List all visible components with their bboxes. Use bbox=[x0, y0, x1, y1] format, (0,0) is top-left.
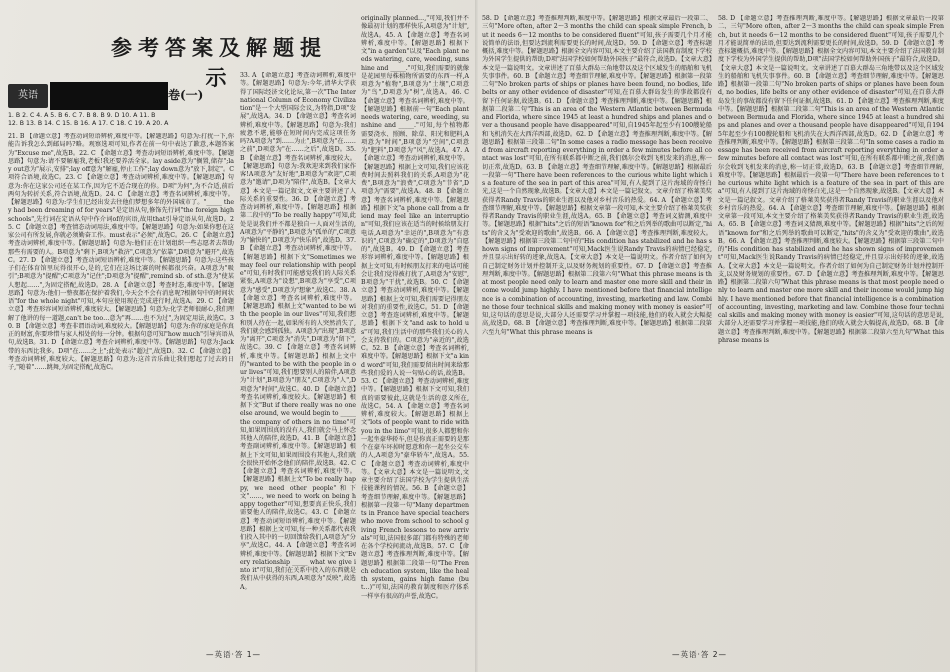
document-title: 参考答案及解题提示 bbox=[111, 35, 327, 90]
answer-key-line-1: 1. B 2. C 4. A 5. B 6. C 7. B 8. B 9. D 10. A 11. B bbox=[8, 112, 156, 119]
redacted-block bbox=[50, 82, 168, 110]
explanations-continued: 58. D 【命题立意】考查推理判断,难度中等。【解题思路】根据文章最后一段第二、三句"More often, after 2～3 months the child can speak simple French, but it needs 6～12 months to be considered fluent"可知,孩子需要几个月才能说简单的法语,但要达到流利需要更长的时间,故选D。59. D 【命题立意】考查标题概括,难度中等。【解题思路】根据全文内容可知,本文主要介绍了法国教育制度下学校为外国学生提供的帮助,D项"法国学校如何帮助外国孩子"最符合,故选D。【文章大意】本文是一篇说明文。文章讲述了百慕大群岛三角地带以及这个区域发生的船舶和飞机失事事件。60. B 【命题立意】考查细节理解,难度中等。【解题思路】根据第一段第二句"No broken parts of ships or planes have been found, no bodies, life belts or any other evidence of disaster"可知,在百慕大群岛发生的事故都没有留下任何证据,故选B。61. D 【命题立意】考查推理判断,难度中等。【解题思路】根据第二段第二句"This is an area of the Western Atlantic between Bermuda and Florida, where since 1945 at least a hundred ships and planes and over a thousand people have disappeared"可知,自1945年起至少有100艘轮船和飞机消失在大西洋西部,故选D。62. D 【命题立意】考查推理判断,难度中等。【解题思路】根据第三段第二句"In some cases a radio message has been received from aircraft reporting everything in order a few minutes before all contact was lost"可知,在所有联系都中断之前,我们偶尔会收到飞机发来的消息,称一切正常,故选D。63. B 【命题立意】考查细节理解,难度中等。【解题思路】根据最后一段第一句"There have been references to the curious white light which is a feature of the sea in part of this area"可知,有人提到了这片海域的奇怪白光,这是一个自然现象,故选B。【文章大意】本文是一篇记叙文。文章介绍了格莱美奖获得者Randy Travis的职业生涯以及他对乡村音乐的热爱。64. A 【命题立意】考查细节理解,难度中等。【解题思路】根据文章第一段可知,本文主要介绍了格莱美奖获得者Randy Travis的职业生涯,故选A。65. B 【命题立意】考查词义猜测,难度中等。【解题思路】根据"hits"之后的短语"known for"和之后列举的歌曲可以断定,"hits"的含义为"受欢迎的歌曲",故选B。66. A 【命题立意】考查推理判断,难度较大。【解题思路】根据第三段第二句中的"His condition has stabilized and he has shown signs of improvement"可知,Mack医生说Randy Travis的病情已经稳定,并且显示出好转的迹象,故选A。【文章大意】本文是一篇说明文。作者介绍了如何为自己制定财务计划并控制开支,以及财务规划的重要性。67. D 【命题立意】考查推理判断,难度中等。【解题思路】根据第二段第六句"What this phrase means is that most people need only to learn and master one more skill and their income would jump highly. I have mentioned before that financial intelligence is a combination of accounting, investing, marketing and law. Combine those four technical skills and making money with money is easier"可知,这句话的意思是说,大部分人还需要学习并掌握一项技能,他们的收入就会大幅提高,故选D。68. B 【命题立意】考查推理判断,难度中等。【解题思路】根据第二段第六至九句"What this phrase means is bbox=[718, 15, 944, 344]
explanations-58-68: 58. D 【命题立意】考查推理判断,难度中等。【解题思路】根据文章最后一段第二、三句"More often, after 2～3 months the child can speak simple French, but it needs 6～12 months to be considered fluent"可知,孩子需要几个月才能说简单的法语,但要达到流利需要更长的时间,故选D。59. D 【命题立意】考查标题概括,难度中等。【解题思路】根据全文内容可知,本文主要介绍了法国教育制度下学校为外国学生提供的帮助,D项"法国学校如何帮助外国孩子"最符合,故选D。【文章大意】本文是一篇说明文。文章讲述了百慕大群岛三角地带以及这个区域发生的船舶和飞机失事事件。60. B 【命题立意】考查细节理解,难度中等。【解题思路】根据第一段第二句"No broken parts of ships or planes have been found, no bodies, life belts or any other evidence of disaster"可知,在百慕大群岛发生的事故都没有留下任何证据,故选B。61. D 【命题立意】考查推理判断,难度中等。【解题思路】根据第二段第二句"This is an area of the Western Atlantic between Bermuda and Florida, where since 1945 at least a hundred ships and planes and over a thousand people have disappeared"可知,自1945年起至少有100艘轮船和飞机消失在大西洋西部,故选D。62. D 【命题立意】考查推理判断,难度中等。【解题思路】根据第三段第二句"In some cases a radio message has been received from aircraft reporting everything in order a few minutes before all contact was lost"可知,在所有联系都中断之前,我们偶尔会收到飞机发来的消息,称一切正常,故选D。63. B 【命题立意】考查细节理解,难度中等。【解题思路】根据最后一段第一句"There have been references to the curious white light which is a feature of the sea in part of this area"可知,有人提到了这片海域的奇怪白光,这是一个自然现象,故选B。【文章大意】本文是一篇记叙文。文章介绍了格莱美奖获得者Randy Travis的职业生涯以及他对乡村音乐的热爱。64. A 【命题立意】考查细节理解,难度中等。【解题思路】根据文章第一段可知,本文主要介绍了格莱美奖获得者Randy Travis的职业生涯,故选A。65. B 【命题立意】考查词义猜测,难度中等。【解题思路】根据"hits"之后的短语"known for"和之后列举的歌曲可以断定,"hits"的含义为"受欢迎的歌曲",故选B。66. A 【命题立意】考查推理判断,难度较大。【解题思路】根据第三段第二句中的"His condition has stabilized and he has shown signs of improvement"可知,Mack医生说Randy Travis的病情已经稳定,并且显示出好转的迹象,故选A。【文章大意】本文是一篇说明文。作者介绍了如何为自己制定财务计划并控制开支,以及财务规划的重要性。67. D 【命题立意】考查推理判断,难度中等。【解题思路】根据第二段第六句"What this phrase means is that most people need only to learn and master one more skill and their income would jump highly. I have mentioned before that financial intelligence is a combination of accounting, investing, marketing and law. Combine those four technical skills and making money with money is easier"可知,这句话的意思是说,大部分人还需要学习并掌握一项技能,他们的收入就会大幅提高,故选D。68. B 【命题立意】考查推理判断,难度中等。【解题思路】根据第二段第六至九句"What this phrase means is bbox=[482, 15, 712, 336]
right-column-1 bbox=[482, 15, 712, 646]
explanations-21-32: 21. B 【命题立意】考查动词短语辨析,难度中等。【解题思路】句意为:打扰一下,你能告诉我怎么到邮局吗?略。观察选项可知,作者在前一句中表达了歉意,本题答案为"Excuse me",故选B。22. C 【命题立意】考查动词短语辨析,难度中等。【解题思路】句意为:请不要解雇我,老板!我还要养活全家。lay aside意为"搁置,储存";lay out意为"展示,安排";lay off意为"解雇,停止工作";lay down意为"放下,制定"。C项符合语境,故选C。23. C 【命题立意】考查动词辨析,难度中等。【解题思路】句意为:你在这家公司还在某工作,因为它不适合现在的你。D项"为何",为不合适,前后两句为转折关系,符合语境,故选D。24. C 【命题立意】考查名词辨析,难度中等。【解题思路】句意为:学生们已经出发去往他们梦想多年的外国城市了。"_____ they had been dreaming of for years"是定语从句,修饰先行词"the foreign high schools",先行词在定语从句中作介词of的宾语,故用that引导定语从句,故选D。25. C 【命题立意】考查情态动词用法,难度中等。【解题思路】句意为:如果你想在这家公司有所发展,你就必须勤奋工作。must表示"必须",故选C。26. C 【命题立意】考查动词辨析,难度中等。【解题思路】句意为:他们正在计划组织一些志愿者去帮助那些有需要的人。B项意为"剩下,B项为"救济",C项意为"依靠",D项意为"避开",故选C。27. D 【命题立意】考查动词短语辨析,难度中等。【解题思路】句意为:这些孩子们在体育馆里玩得很开心,是的,它们在这场比赛的时候都很兴奋。A项意为"吸引";B项意为"提醒";C项意为"记住";D项意为"提醒",remind sb. of sth.意为"使某人想起……",为固定搭配,故选D。28. A 【命题立意】考查时态,难度中等。【解题思路】句意为:他们一整夜都在保护着我们,今天会不会有消息呢?根据句中的时间状语"for the whole night"可知,本句应使用现在完成进行时,故选A。29. C 【命题立意】考查形容词短语辨析,难度较大。【解题思路】句意为:化学老师很耐心,我们理解了他讲的每一道题,can't be too…意为"再……也不为过",为固定用法,故选C。30. B 【命题立意】考查非谓语动词,难度较大。【解题思路】句意为:你的家庭是你真正的财富,你要珍惜与家人相处的每一分钟。根据句意可知"how much"引导宾语从句,故选B。31. D 【命题立意】考查介词辨析,难度中等。【解题思路】句意为:Jack带的东西比我多。D项"在……之上";此处表示"超过",故选D。32. C 【命题立意】考查动词辨析,难度较大。【解题思路】句意为:这首音乐曲让我们想起了过去的日子,"随着"……跳舞,为固定搭配,故选C。 bbox=[8, 133, 234, 371]
explanations-33-44: 33. A 【命题立意】考查动词辨析,难度中等。【解题思路】句意为:今年,清华大学获得了国际经济文化论坛,第一次"The International Column of Economy Civilization"是一个大型国际会议,为特指,D项"发展",故选A。34. D 【命题立意】考查名词辨析,难度中等。【解题思路】句意为:我们疲惫不堪,能够在短时间内完成这项任务吗?A项意为"到……为止",B项意为"在……之前",D项意为"在……之后",故选D。35. B 【命题立意】考查名词辨析,难度较大。【解题思路】句意为:我欢迎来到我们家作客!A项意为"友好地",B项意为"欢迎",C项意为"邀请",D项为"陪伴",故选B。【文章大意】本文是一篇记叙文,文章主要讲述了人际关系的重要性。36. D 【命题立意】考查动词辨析,难度中等。【解题思路】根据第二段中的"To be really happy"可知,此处是说我们并不都是独自一人面对生活的,A项意为"平静的",B项意为"孤单的",C项意为"愉快的",D项意为"快乐的",故选D。37. B 【命题立意】考查动词辨析,难度中等。【解题思路】根据下文"Sometimes we may feel our relationship with people"可知,有时我们可能感觉我们的人际关系紧张,A项意为"设想",B项意为"享受",C项意为"感受",D项意为"想象",故选C。38. A 【命题立意】考查名词辨析,难度中等。【解题思路】根据上文"wanted to be with the people in our lives"可知,我们想和别人待在一起,如果所有的人突然消失了,我们就会感到孤独。A项意为"出现",B项意为"离开",C项意为"消失",D项意为"留下",故选C。39. C 【命题立意】考查名词辨析,难度中等。【解题思路】根据上文中的"wanted to be with the people in our lives"可知,我们想要别人的陪伴,A项意为"计划",B项意为"朋友",C项意为"人",D项意为"时间",故选C。40. D 【命题立意】考查名词辨析,难度较大。【解题思路】根据下文"But if there really was no one else around, we would begin to _____ the company of others in no time"可知,如果周围真的没有人,我们就会马上怀念其他人的陪伴,故选D。41. B 【命题立意】考查副词辨析,难度中等。【解题思路】根据上下文可知,如果周围没有其他人,我们就会很快开始怀念他们的陪伴,故选B。42. C 【命题立意】考查名词辨析,难度中等。【解题思路】根据上文"To be really happy, we need other people"和下文"……, we need to work on being happy together"可知,想要真正快乐,我们需要他人的陪伴,故选C。43. C 【命题立意】考查动词短语辨析,难度中等。【解题思路】根据上文可知,每一种关系都代表我们投入其中的一切回馈给我们,A项意为"分享",故选C。44. A 【命题立意】考查名词辨析,难度中等。【解题思路】根据下文"Every relationship _____ what we give into it"可知,我们在关系中投入的东西就是我们从中获得的东西,A项意为"反映",故选A。 bbox=[240, 72, 356, 591]
page-fold bbox=[475, 0, 478, 672]
right-column-2 bbox=[718, 15, 944, 646]
right-page bbox=[482, 10, 944, 662]
subject-badge: 英语 bbox=[8, 84, 48, 108]
answer-set-banner bbox=[6, 82, 234, 110]
answer-key-line-2: 12. B 13. B 14. C 15. B 16. A 17. C 18. C 19. A 20. A bbox=[8, 120, 169, 128]
explanations-45-57: originally planned…,"可知,我们并不像最初计划的那样快乐,A项意为"计划",故选A。45. A 【命题立意】考查名词辨析,难度中等。【解题思路】根据下文"in a garden"以及"Each plant needs watering, care, weeding, sunshine and _____."可知,我们需要的就像是花园里每株植物所需要的东西一样,A项意为"植物",B项意为"土壤",C项意为"鸟",D项意为"树",故选A。46. C 【命题立意】考查名词辨析,难度中等。【解题思路】根据前一句"Each plant needs watering, care, weeding, sunshine and _____."可知,每个植物都需要浇水、照顾、除草、阳光和肥料,A项意为"时间",B项意为"空间",C项意为"肥料",D项意为"风",故选A。47. A 【命题立意】考查动词辨析,难度中等。【解题思路】根据上文可知,我们应该花费时间去照料我们的关系,A项意为"花费",B项意为"浪费",C项意为"节省",D项意为"需要",故选A。48. B 【命题立意】考查名词辨析,难度中等。【解题思路】根据下文"a phone call from a friend may feel like an interruption"可知,我们应该在适当的时候给朋友打电话,A项意为"幸运的",B项意为"有意识的",C项意为"确定的",D项意为"自愿的",故选B。49. D 【命题立意】考查形容词辨析,难度中等。【解题思路】根据上文可知,有时候朋友打来的电话可能会让我们觉得被打扰了,A项意为"安慰",B项意为"干扰",故选B。50. C 【命题立意】考查动词辨析,难度中等。【解题思路】根据上文可知,我们需要记得朋友对我们的重要性,故选C。51. D 【命题立意】考查连词辨析,难度中等。【解题思路】根据下文"and ask to hold us"可知,我们生活中的那些我们关心的人会支持我们的。C项意为"亲近的",故选C。52. B 【命题立意】考查名词辨析,难度中等。【解题思路】根据下文"a kind word"可知,我们需要留出时间来给那些我们爱的人说一句贴心的话,故选B。53. C 【命题立意】考查动词辨析,难度中等。【解题思路】根据下文可知,我们真的需要彼此,这就是生活的意义所在,故选C。54. A 【命题立意】考查名词辨析,难度较大。【解题思路】根据上文"lots of people want to ride with you in the limo"可知,很多人都想和你一起坐豪华轿车,但是你真正需要的是那个在豪车坏掉时愿意和你一起坐公交车的人,A项意为"豪华轿车",故选A。55. C 【命题立意】考查动词辨析,难度中等。【文章大意】本文是一篇说明文,文章主要介绍了法国学校为学生提供生活技能课程的情况。56. B 【命题立意】考查细节理解,难度中等。【解题思路】根据第一段第一句"Many departments in France have special teachers who move from school to school giving French lessons to new arrivals"可知,法国很多部门都有特殊的老师在各个学校间流动,故选B。57. C 【命题立意】考查推理判断,难度中等。【解题思路】根据第二段第一句"The French education system, like the health system, gains high fame (but…)"可知,法国的教育制度和医疗体系一样享有很高的声誉,故选C。 bbox=[361, 15, 469, 600]
left-page-footer: —英语·答 1— bbox=[206, 650, 262, 659]
answer-key bbox=[8, 112, 234, 132]
right-page-footer: —英语·答 2— bbox=[672, 650, 728, 659]
left-column-1 bbox=[8, 133, 234, 645]
left-column-3 bbox=[361, 15, 469, 646]
left-page bbox=[6, 10, 471, 662]
left-column-2 bbox=[240, 72, 356, 646]
set-label: 卷(一) bbox=[168, 88, 204, 102]
